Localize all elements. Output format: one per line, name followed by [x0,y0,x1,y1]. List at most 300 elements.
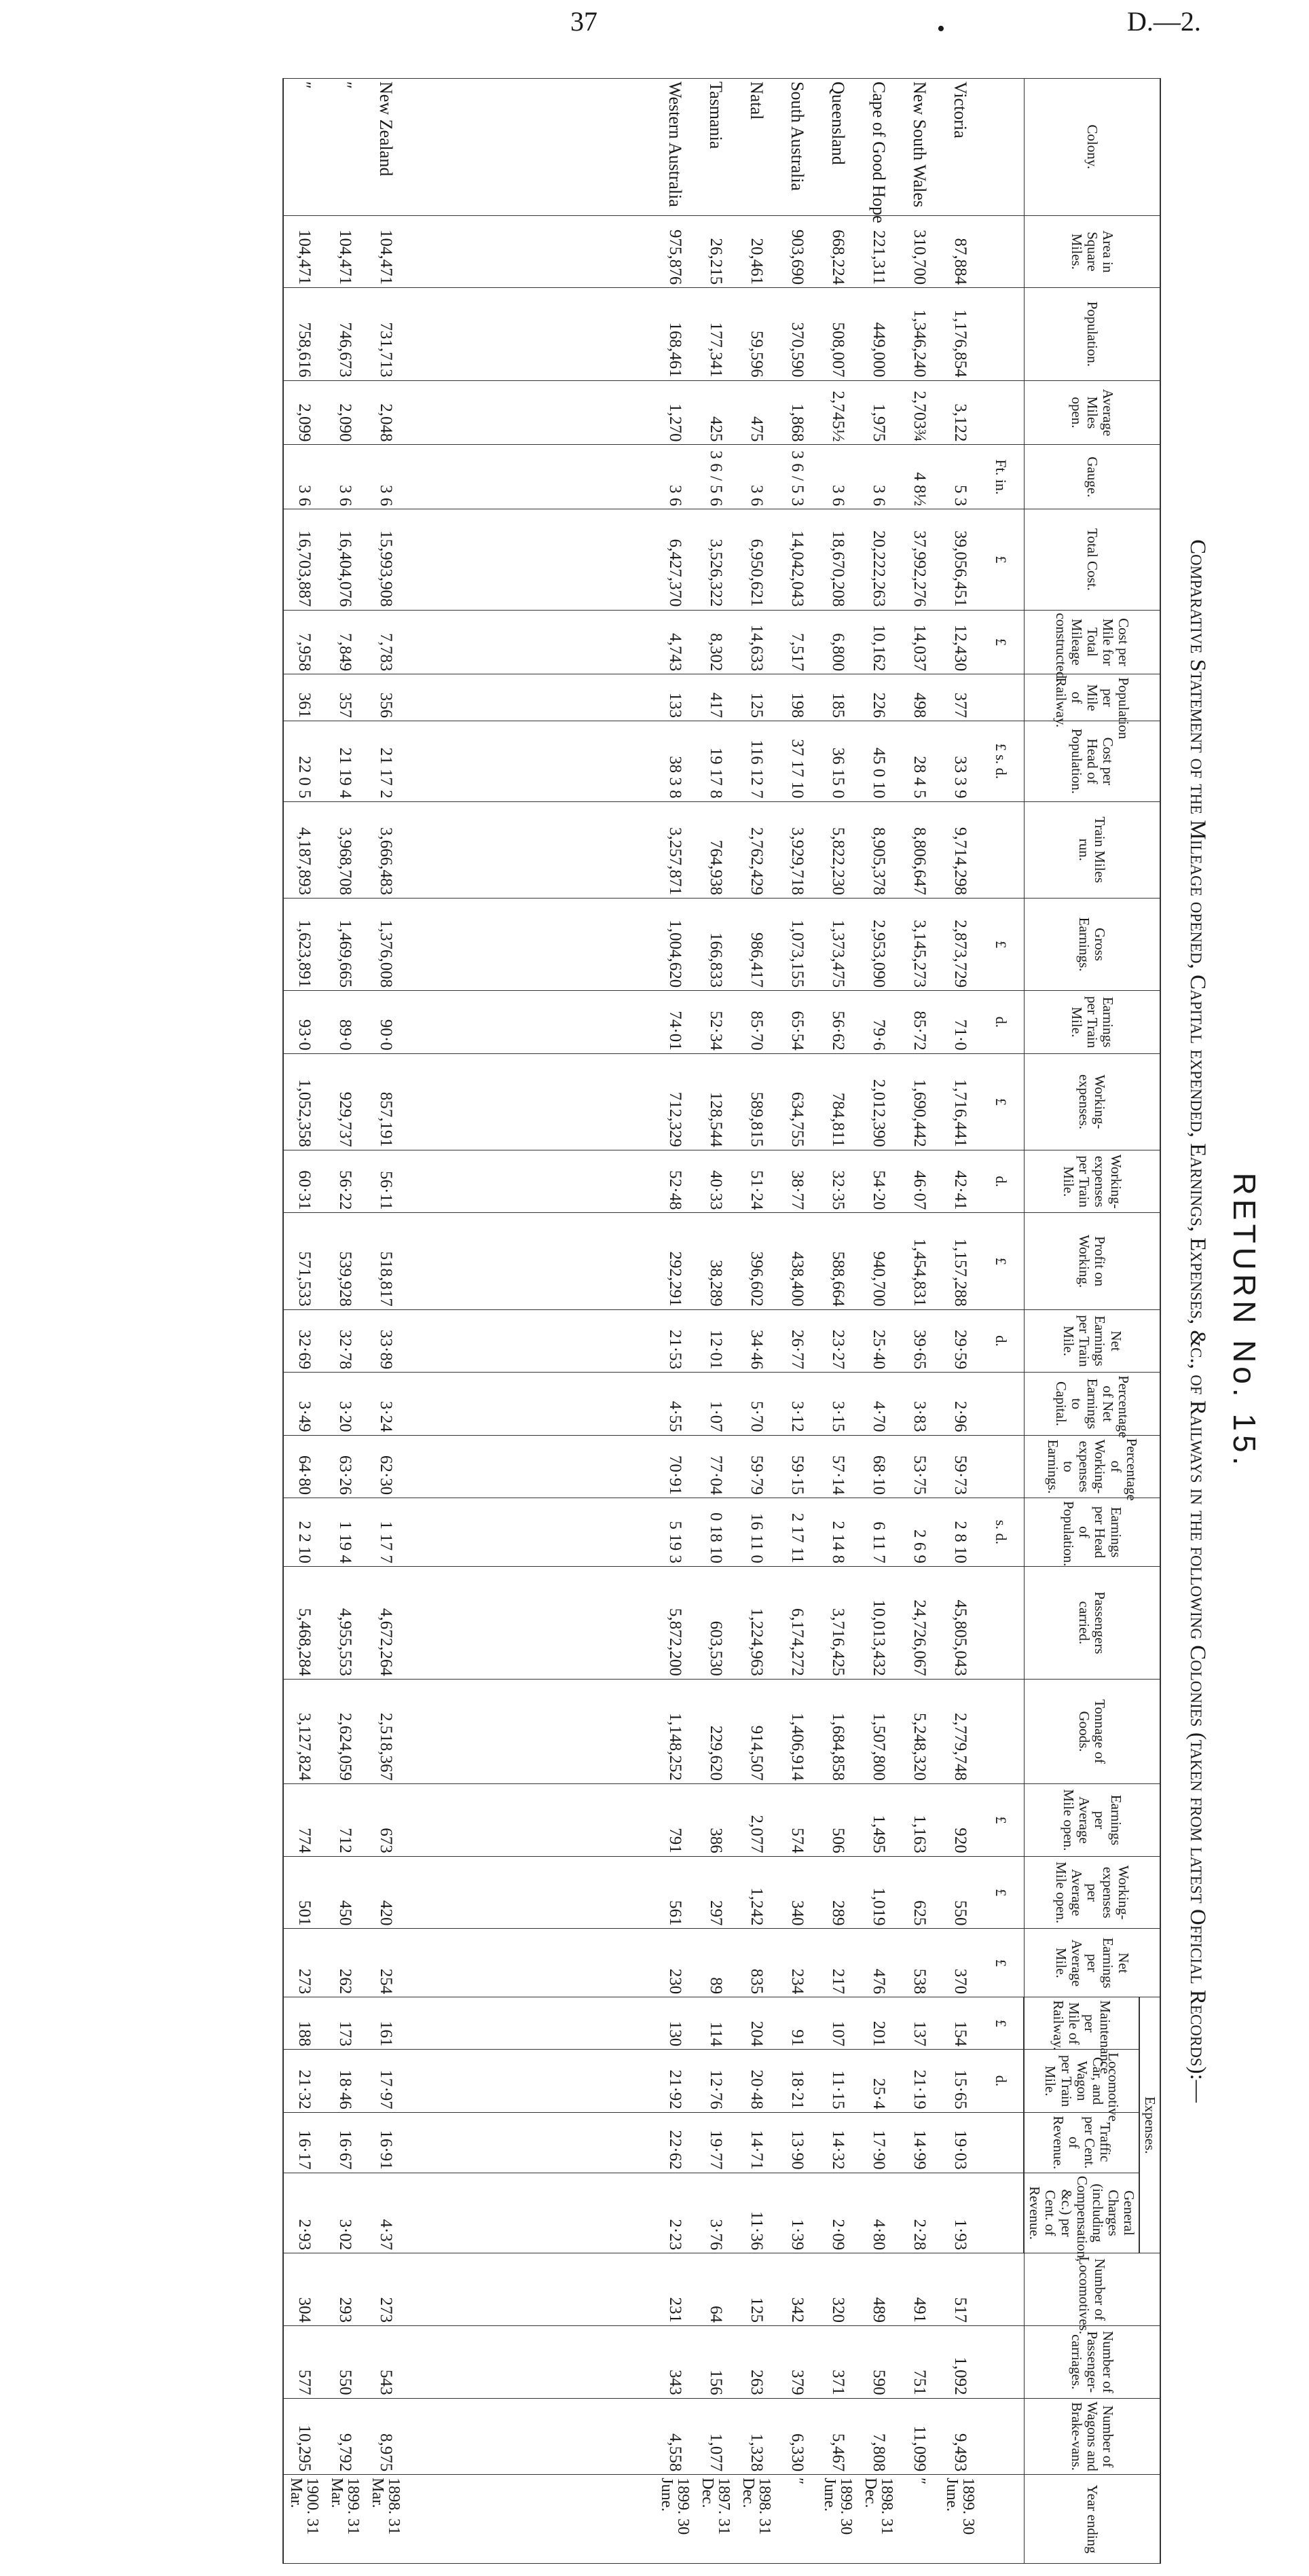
cell-maint: 137 [899,1997,940,2050]
cell-passengers: 24,726,067 [899,1566,940,1679]
cell-population: 758,616 [283,288,325,380]
cell-population: 59,596 [736,288,777,380]
cell-area: 20,461 [736,215,777,288]
cell-tonnage: 3,127,824 [283,1679,325,1783]
cell-earnings-mile-open: 920 [940,1784,980,1857]
cell-we-train-mile: 54·20 [858,1150,899,1213]
cell-pct-we-earnings: 59·15 [777,1435,817,1498]
cell-carriages: 343 [654,2325,695,2398]
cell-earnings-train-mile: 71·0 [940,991,980,1053]
cell-pop-per-mile: 133 [654,674,695,721]
cell-loco: 11·15 [817,2050,858,2112]
cell-cost-per-head: 21 17 2 [365,721,406,802]
cell-profit: 571,533 [283,1213,325,1309]
cell-pop-per-mile: 185 [817,674,858,721]
cell-year: ″ [899,2475,940,2564]
header-miles-open: Average Miles open. [1024,380,1160,445]
return-subtitle: Comparative Statement of the Mileage opened, Capital expended, Earnings, Expenses, &c., of Railways in the following Colonies (taken from latest Official Records):— [1185,539,1210,2103]
cell-locomotives: 342 [777,2253,817,2326]
header-net-train-mile: Net Earnings per Train Mile. [1024,1309,1160,1372]
cell-earnings-train-mile: 89·0 [325,991,365,1053]
cell-earnings-mile-open: 712 [325,1784,365,1857]
cell-colony: Western Australia [654,79,695,216]
cell-net-train-mile: 32·69 [283,1309,325,1372]
table-row [777,79,817,2564]
cell-tonnage: 914,507 [736,1679,777,1783]
cell-we-mile-open: 1,019 [858,1856,899,1929]
header-working-expenses: Working-expenses. [1024,1053,1160,1150]
cell-earnings-train-mile: 93·0 [283,991,325,1053]
cell-pct-we-earnings: 59·73 [940,1435,980,1498]
cell-passengers: 4,672,264 [365,1566,406,1679]
spacer-row [406,79,654,2564]
table-row [858,79,899,2564]
cell-working-expenses: 2,012,390 [858,1053,899,1150]
cell-pct-net-capital: 4·70 [858,1373,899,1435]
cell-area: 104,471 [283,215,325,288]
cell-we-train-mile: 38·77 [777,1150,817,1213]
cell-year: 1898. 31 Dec. [736,2475,777,2564]
cell-general: 2·23 [654,2173,695,2253]
cell-gauge: 3 6 [858,445,899,509]
cell-locomotives: 273 [365,2253,406,2326]
cell-gross-earnings: 3,145,273 [899,898,940,990]
table-row [325,79,365,2564]
cell-locomotives: 231 [654,2253,695,2326]
cell-net-train-mile: 39·65 [899,1309,940,1372]
cell-area: 975,876 [654,215,695,288]
cell-earnings-mile-open: 574 [777,1784,817,1857]
cell-profit: 1,454,831 [899,1213,940,1309]
cell-cost-per-mile: 7,517 [777,610,817,674]
cell-maint: 130 [654,1997,695,2050]
cell-train-miles: 3,929,718 [777,801,817,898]
cell-gauge: 4 8½ [899,445,940,509]
cell-colony: New South Wales [899,79,940,216]
table-row [736,79,777,2564]
unit-cost-per-mile: £ [980,610,1024,674]
page-reference: D.—2. [1127,6,1201,37]
cell-colony: South Australia [777,79,817,216]
cell-locomotives: 489 [858,2253,899,2326]
cell-working-expenses: 1,052,358 [283,1053,325,1150]
cell-we-train-mile: 46·07 [899,1150,940,1213]
cell-pct-net-capital: 3·49 [283,1373,325,1435]
units-row [980,79,1024,2564]
cell-cost-per-head: 28 4 5 [899,721,940,802]
cell-train-miles: 3,257,871 [654,801,695,898]
cell-working-expenses: 589,815 [736,1053,777,1150]
table-row [940,79,980,2564]
cell-working-expenses: 857,191 [365,1053,406,1150]
cell-cost-per-head: 36 15 0 [817,721,858,802]
table-row [283,79,325,2564]
cell-net-mile-open: 476 [858,1929,899,1997]
cell-total-cost: 16,703,887 [283,509,325,610]
cell-earnings-per-head: 2 2 10 [283,1498,325,1567]
cell-traffic: 19·77 [695,2112,736,2173]
cell-earnings-per-head: 2 6 9 [899,1498,940,1567]
cell-population: 731,713 [365,288,406,380]
cell-locomotives: 64 [695,2253,736,2326]
cell-net-mile-open: 262 [325,1929,365,1997]
cell-earnings-mile-open: 506 [817,1784,858,1857]
cell-maint: 204 [736,1997,777,2050]
header-carriages: Number of Passenger-carriages. [1024,2325,1160,2398]
cell-total-cost: 14,042,043 [777,509,817,610]
table-row [695,79,736,2564]
cell-earnings-train-mile: 52·34 [695,991,736,1053]
cell-year: ″ [777,2475,817,2564]
cell-we-train-mile: 51·24 [736,1150,777,1213]
header-population: Population. [1024,288,1160,380]
cell-locomotives: 320 [817,2253,858,2326]
cell-gauge: 3 6 [817,445,858,509]
cell-maint: 161 [365,1997,406,2050]
cell-cost-per-head: 33 3 9 [940,721,980,802]
cell-pct-we-earnings: 77·04 [695,1435,736,1498]
cell-cost-per-mile: 12,430 [940,610,980,674]
cell-population: 1,346,240 [899,288,940,380]
cell-wagons: 9,493 [940,2398,980,2475]
return-title: RETURN No. 15. [1227,1172,1262,1470]
cell-general: 3·76 [695,2173,736,2253]
cell-cost-per-mile: 8,302 [695,610,736,674]
cell-net-mile-open: 273 [283,1929,325,1997]
cell-maint: 114 [695,1997,736,2050]
cell-area: 221,311 [858,215,899,288]
cell-gross-earnings: 2,953,090 [858,898,899,990]
cell-general: 2·93 [283,2173,325,2253]
header-locomotive-car-wagon: Locomotive, Car, and Wagon per Train Mile. [1024,2050,1139,2112]
cell-miles-open: 1,270 [654,380,695,445]
cell-we-mile-open: 1,242 [736,1856,777,1929]
unit-profit: £ [980,1213,1024,1309]
cell-pop-per-mile: 226 [858,674,899,721]
unit-earnings-per-head: s. d. [980,1498,1024,1567]
cell-miles-open: 2,703¾ [899,380,940,445]
cell-train-miles: 8,905,378 [858,801,899,898]
cell-year: 1899. 30 June. [654,2475,695,2564]
cell-earnings-train-mile: 74·01 [654,991,695,1053]
cell-we-mile-open: 550 [940,1856,980,1929]
cell-wagons: 11,099 [899,2398,940,2475]
cell-total-cost: 18,670,208 [817,509,858,610]
cell-earnings-mile-open: 1,495 [858,1784,899,1857]
cell-cost-per-mile: 14,633 [736,610,777,674]
cell-we-train-mile: 42·41 [940,1150,980,1213]
cell-gauge: 3 6 [283,445,325,509]
header-net-mile-open: Net Earnings per Average Mile. [1024,1929,1160,1997]
cell-earnings-train-mile: 85·70 [736,991,777,1053]
cell-cost-per-head: 116 12 7 [736,721,777,802]
cell-we-mile-open: 561 [654,1856,695,1929]
cell-carriages: 371 [817,2325,858,2398]
cell-earnings-per-head: 6 11 7 [858,1498,899,1567]
cell-general: 3·02 [325,2173,365,2253]
cell-cost-per-mile: 6,800 [817,610,858,674]
cell-profit: 518,817 [365,1213,406,1309]
cell-area: 104,471 [325,215,365,288]
cell-passengers: 6,174,272 [777,1566,817,1679]
header-earnings-train-mile: Earnings per Train Mile. [1024,991,1160,1053]
cell-we-mile-open: 501 [283,1856,325,1929]
cell-tonnage: 1,507,800 [858,1679,899,1783]
cell-net-train-mile: 33·89 [365,1309,406,1372]
cell-pop-per-mile: 417 [695,674,736,721]
cell-colony: Tasmania [695,79,736,216]
cell-wagons: 5,467 [817,2398,858,2475]
cell-gross-earnings: 1,623,891 [283,898,325,990]
cell-traffic: 14·32 [817,2112,858,2173]
cell-loco: 21·32 [283,2050,325,2112]
cell-working-expenses: 712,329 [654,1053,695,1150]
cell-colony: New Zealand [365,79,406,216]
cell-area: 310,700 [899,215,940,288]
cell-we-train-mile: 32·35 [817,1150,858,1213]
cell-pct-net-capital: 4·55 [654,1373,695,1435]
cell-earnings-per-head: 2 17 11 [777,1498,817,1567]
cell-gross-earnings: 1,469,665 [325,898,365,990]
cell-gauge: 3 6 [325,445,365,509]
cell-cost-per-mile: 7,783 [365,610,406,674]
cell-earnings-train-mile: 90·0 [365,991,406,1053]
cell-carriages: 543 [365,2325,406,2398]
cell-pop-per-mile: 356 [365,674,406,721]
cell-carriages: 156 [695,2325,736,2398]
cell-total-cost: 16,404,076 [325,509,365,610]
unit-loco: d. [980,2050,1024,2112]
header-year: Year ending [1024,2475,1160,2564]
cell-total-cost: 39,056,451 [940,509,980,610]
cell-train-miles: 5,822,230 [817,801,858,898]
cell-we-train-mile: 40·33 [695,1150,736,1213]
cell-pct-net-capital: 3·24 [365,1373,406,1435]
cell-earnings-mile-open: 386 [695,1784,736,1857]
cell-total-cost: 15,993,908 [365,509,406,610]
cell-population: 177,341 [695,288,736,380]
cell-we-mile-open: 289 [817,1856,858,1929]
unit-gauge: Ft. in. [980,445,1024,509]
cell-net-train-mile: 29·59 [940,1309,980,1372]
cell-earnings-train-mile: 79·6 [858,991,899,1053]
unit-working-expenses: £ [980,1053,1024,1150]
cell-earnings-train-mile: 56·62 [817,991,858,1053]
cell-total-cost: 37,992,276 [899,509,940,610]
cell-earnings-train-mile: 85·72 [899,991,940,1053]
cell-train-miles: 3,968,708 [325,801,365,898]
cell-gross-earnings: 1,073,155 [777,898,817,990]
cell-net-train-mile: 23·27 [817,1309,858,1372]
cell-pct-we-earnings: 62·30 [365,1435,406,1498]
cell-traffic: 16·67 [325,2112,365,2173]
cell-colony: Natal [736,79,777,216]
railway-comparison-table [282,78,1161,2564]
cell-colony: ″ [325,79,365,216]
cell-cost-per-head: 19 17 8 [695,721,736,802]
cell-wagons: 10,295 [283,2398,325,2475]
cell-pct-we-earnings: 64·80 [283,1435,325,1498]
header-earnings-per-head: Earnings per Head of Population. [1024,1498,1160,1567]
cell-wagons: 1,328 [736,2398,777,2475]
cell-miles-open: 3,122 [940,380,980,445]
cell-pct-net-capital: 3·12 [777,1373,817,1435]
cell-net-train-mile: 21·53 [654,1309,695,1372]
cell-cost-per-mile: 10,162 [858,610,899,674]
cell-cost-per-mile: 7,849 [325,610,365,674]
cell-gauge: 5 3 [940,445,980,509]
header-earnings-mile-open: Earnings per Average Mile open. [1024,1784,1160,1857]
cell-train-miles: 4,187,893 [283,801,325,898]
cell-earnings-per-head: 2 8 10 [940,1498,980,1567]
cell-passengers: 603,530 [695,1566,736,1679]
cell-gross-earnings: 1,373,475 [817,898,858,990]
table-body [283,79,1024,2564]
cell-maint: 154 [940,1997,980,2050]
cell-locomotives: 304 [283,2253,325,2326]
cell-traffic: 14·71 [736,2112,777,2173]
cell-profit: 940,700 [858,1213,899,1309]
cell-net-mile-open: 230 [654,1929,695,1997]
cell-colony: ″ [283,79,325,216]
header-profit: Profit on Working. [1024,1213,1160,1309]
cell-loco: 17·97 [365,2050,406,2112]
cell-locomotives: 293 [325,2253,365,2326]
cell-traffic: 13·90 [777,2112,817,2173]
cell-train-miles: 8,806,647 [899,801,940,898]
cell-train-miles: 9,714,298 [940,801,980,898]
cell-working-expenses: 128,544 [695,1053,736,1150]
header-expenses-group: Expenses. [1139,1997,1160,2253]
cell-earnings-per-head: 16 11 0 [736,1498,777,1567]
header-tonnage: Tonnage of Goods. [1024,1679,1160,1783]
cell-traffic: 14·99 [899,2112,940,2173]
cell-locomotives: 491 [899,2253,940,2326]
cell-tonnage: 2,624,059 [325,1679,365,1783]
header-train-miles: Train Miles run. [1024,801,1160,898]
cell-loco: 12·76 [695,2050,736,2112]
cell-population: 168,461 [654,288,695,380]
cell-working-expenses: 1,690,442 [899,1053,940,1150]
cell-earnings-per-head: 1 19 4 [325,1498,365,1567]
header-maintenance: Maintenance per Mile of Railway. [1024,1997,1139,2050]
cell-gauge: 3 6 [365,445,406,509]
cell-miles-open: 475 [736,380,777,445]
cell-colony: Cape of Good Hope [858,79,899,216]
cell-we-mile-open: 420 [365,1856,406,1929]
cell-net-train-mile: 34·46 [736,1309,777,1372]
cell-passengers: 1,224,963 [736,1566,777,1679]
cell-gauge: 3 6 [654,445,695,509]
cell-pct-we-earnings: 68·10 [858,1435,899,1498]
cell-gross-earnings: 2,873,729 [940,898,980,990]
cell-pct-we-earnings: 57·14 [817,1435,858,1498]
cell-pop-per-mile: 198 [777,674,817,721]
cell-passengers: 5,468,284 [283,1566,325,1679]
cell-colony: Queensland [817,79,858,216]
header-cost-per-head: Cost per Head of Population. [1024,721,1160,802]
header-gross-earnings: Gross Earnings. [1024,898,1160,990]
header-pct-we-earnings: Percentage of Working-expenses to Earnings. [1024,1435,1160,1498]
cell-working-expenses: 1,716,441 [940,1053,980,1150]
cell-working-expenses: 634,755 [777,1053,817,1150]
cell-gross-earnings: 986,417 [736,898,777,990]
header-cost-per-mile: Cost per Mile for Total Mileage constructed. [1024,610,1160,674]
cell-we-mile-open: 625 [899,1856,940,1929]
cell-pct-net-capital: 5·70 [736,1373,777,1435]
cell-we-train-mile: 52·48 [654,1150,695,1213]
cell-miles-open: 1,868 [777,380,817,445]
table-row [817,79,858,2564]
cell-cost-per-head: 21 19 4 [325,721,365,802]
cell-pct-we-earnings: 70·91 [654,1435,695,1498]
cell-passengers: 45,805,043 [940,1566,980,1679]
cell-train-miles: 3,666,483 [365,801,406,898]
cell-gross-earnings: 166,833 [695,898,736,990]
cell-pct-net-capital: 3·15 [817,1373,858,1435]
cell-wagons: 8,975 [365,2398,406,2475]
cell-wagons: 9,792 [325,2398,365,2475]
cell-tonnage: 2,779,748 [940,1679,980,1783]
header-we-train-mile: Working-expenses per Train Mile. [1024,1150,1160,1213]
cell-gauge: 3 6 / 5 3 [777,445,817,509]
cell-area: 903,690 [777,215,817,288]
cell-pop-per-mile: 498 [899,674,940,721]
cell-profit: 38,289 [695,1213,736,1309]
cell-net-train-mile: 32·78 [325,1309,365,1372]
cell-locomotives: 517 [940,2253,980,2326]
cell-profit: 539,928 [325,1213,365,1309]
cell-year: 1897. 31 Dec. [695,2475,736,2564]
cell-population: 508,007 [817,288,858,380]
cell-pct-we-earnings: 59·79 [736,1435,777,1498]
cell-maint: 173 [325,1997,365,2050]
unit-gross-earnings: £ [980,898,1024,990]
cell-population: 449,000 [858,288,899,380]
cell-earnings-mile-open: 774 [283,1784,325,1857]
table-row [654,79,695,2564]
header-gauge: Gauge. [1024,445,1160,509]
header-pop-per-mile: Population per Mile of Railway. [1024,674,1160,721]
cell-net-mile-open: 89 [695,1929,736,1997]
unit-earnings-train-mile: d. [980,991,1024,1053]
cell-wagons: 4,558 [654,2398,695,2475]
cell-miles-open: 2,099 [283,380,325,445]
cell-population: 370,590 [777,288,817,380]
cell-loco: 21·92 [654,2050,695,2112]
header-general-charges: General Charges (including Compensation, &c.) per Cent. of Revenue. [1024,2173,1139,2253]
cell-cost-per-head: 37 17 10 [777,721,817,802]
cell-year: 1899. 30 June. [817,2475,858,2564]
cell-loco: 21·19 [899,2050,940,2112]
cell-miles-open: 425 [695,380,736,445]
cell-year: 1899. 31 Mar. [325,2475,365,2564]
cell-net-train-mile: 26·77 [777,1309,817,1372]
unit-cost-per-head: £ s. d. [980,721,1024,802]
cell-we-train-mile: 56·11 [365,1150,406,1213]
cell-miles-open: 2,745½ [817,380,858,445]
cell-working-expenses: 784,811 [817,1053,858,1150]
cell-total-cost: 6,427,370 [654,509,695,610]
cell-population: 746,673 [325,288,365,380]
cell-net-mile-open: 234 [777,1929,817,1997]
unit-net-train-mile: d. [980,1309,1024,1372]
cell-net-mile-open: 217 [817,1929,858,1997]
cell-general: 11·36 [736,2173,777,2253]
cell-pct-we-earnings: 53·75 [899,1435,940,1498]
cell-loco: 25·4 [858,2050,899,2112]
cell-miles-open: 1,975 [858,380,899,445]
